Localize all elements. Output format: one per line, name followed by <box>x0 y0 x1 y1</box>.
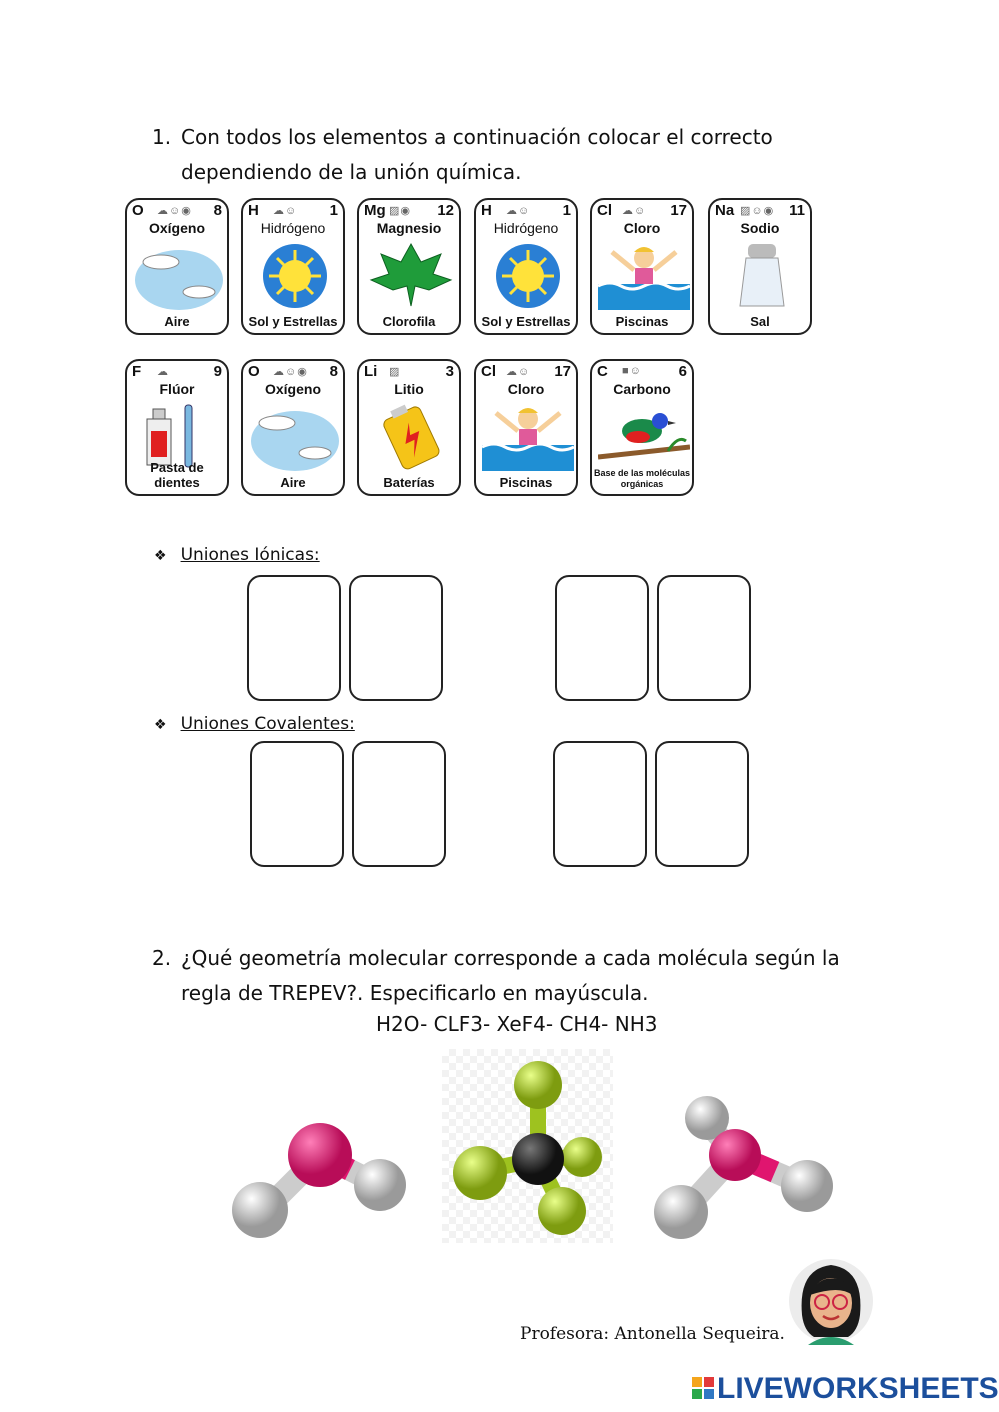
formula-list: H2O- CLF3- XeF4- CH4- NH3 <box>376 1012 658 1036</box>
element-card[interactable] <box>590 198 694 335</box>
element-name: Magnesio <box>376 220 442 236</box>
card-icons: ☁☺ <box>506 366 531 378</box>
card-icons: ☁☺ <box>273 205 298 217</box>
card-icons: ■☺ <box>622 365 642 377</box>
element-symbol: Cl <box>481 363 496 380</box>
element-card[interactable] <box>125 359 229 496</box>
drop-box[interactable] <box>655 741 749 867</box>
element-name: Oxígeno <box>264 381 321 397</box>
element-card[interactable] <box>357 359 461 496</box>
atomic-number: 12 <box>437 202 454 219</box>
card-illustration <box>249 240 337 310</box>
card-illustration <box>598 240 686 310</box>
element-card[interactable] <box>241 359 345 496</box>
bent-molecule-image <box>645 1090 845 1240</box>
element-symbol: H <box>248 202 259 219</box>
element-symbol: C <box>597 363 608 380</box>
drop-box[interactable] <box>247 575 341 701</box>
atomic-number: 17 <box>670 202 687 219</box>
atomic-number: 6 <box>678 363 687 380</box>
logo-icon <box>692 1377 714 1399</box>
drop-box[interactable] <box>553 741 647 867</box>
card-illustration <box>482 240 570 310</box>
element-name: Hidrógeno <box>260 220 326 236</box>
atomic-number: 1 <box>329 202 338 219</box>
card-illustration <box>133 240 221 310</box>
covalent-label: Uniones Covalentes: <box>180 714 355 734</box>
element-use: Baterías <box>383 475 435 490</box>
element-name: Flúor <box>159 381 195 397</box>
element-name: Hidrógeno <box>493 220 559 236</box>
atomic-number: 9 <box>213 363 222 380</box>
card-illustration <box>365 401 453 471</box>
element-card[interactable] <box>125 198 229 335</box>
card-icons: ☁☺ <box>622 205 647 217</box>
bullet-icon: ❖ <box>154 717 167 733</box>
drop-box[interactable] <box>250 741 344 867</box>
element-use: Pasta de dientes <box>150 460 204 490</box>
covalent-heading <box>154 714 355 734</box>
card-icons: ▨◉ <box>389 205 411 217</box>
drop-box[interactable] <box>555 575 649 701</box>
atomic-number: 8 <box>329 363 338 380</box>
bent-molecule-image <box>220 1110 420 1240</box>
card-illustration <box>249 401 337 471</box>
element-card[interactable] <box>708 198 812 335</box>
atomic-number: 3 <box>445 363 454 380</box>
card-icons: ☁☺ <box>506 205 531 217</box>
card-illustration <box>716 240 804 310</box>
element-use: Sol y Estrellas <box>481 314 571 329</box>
element-card[interactable] <box>357 198 461 335</box>
atomic-number: 17 <box>554 363 571 380</box>
teacher-signature: Profesora: Antonella Sequeira. <box>520 1324 785 1344</box>
drop-box[interactable] <box>657 575 751 701</box>
element-symbol: Mg <box>364 202 386 219</box>
drop-box[interactable] <box>349 575 443 701</box>
card-icons: ▨☺◉ <box>740 205 775 217</box>
element-symbol: O <box>248 363 260 380</box>
card-illustration <box>598 401 686 471</box>
card-icons: ☁☺◉ <box>157 205 192 217</box>
element-use: Clorofila <box>382 314 436 329</box>
card-icons: ☁ <box>157 366 169 378</box>
element-name: Oxígeno <box>148 220 205 236</box>
element-use: Aire <box>164 314 190 329</box>
question-text: ¿Qué geometría molecular corresponde a cada molécula según la regla de TREPEV?. Especificarlo en mayúscula. <box>181 946 840 1005</box>
tetrahedral-molecule-image <box>442 1049 613 1243</box>
drop-box[interactable] <box>352 741 446 867</box>
element-use: Piscinas <box>499 475 553 490</box>
element-use: Sal <box>750 314 770 329</box>
card-icons: ▨ <box>389 366 401 378</box>
question-number: 2. <box>152 946 172 970</box>
teacher-avatar-image <box>788 1255 874 1347</box>
element-use: Base de las moléculas orgánicas <box>593 468 691 489</box>
atomic-number: 11 <box>789 202 805 219</box>
atomic-number: 8 <box>213 202 222 219</box>
element-card[interactable] <box>474 198 578 335</box>
element-use: Aire <box>280 475 306 490</box>
element-name: Litio <box>394 381 424 397</box>
element-card[interactable] <box>241 198 345 335</box>
element-card[interactable] <box>590 359 694 496</box>
ionic-heading <box>154 545 320 565</box>
card-illustration <box>365 240 453 310</box>
element-card[interactable] <box>474 359 578 496</box>
element-use: Sol y Estrellas <box>248 314 338 329</box>
element-symbol: H <box>481 202 492 219</box>
question-text: Con todos los elementos a continuación colocar el correcto dependiendo de la unión química. <box>181 125 773 184</box>
card-illustration <box>482 401 570 471</box>
ionic-label: Uniones Iónicas: <box>180 545 320 565</box>
card-icons: ☁☺◉ <box>273 366 308 378</box>
element-symbol: Na <box>715 202 735 219</box>
element-symbol: F <box>132 363 142 380</box>
element-symbol: Cl <box>597 202 612 219</box>
element-symbol: Li <box>364 363 378 380</box>
bullet-icon: ❖ <box>154 548 167 564</box>
question-number: 1. <box>152 125 172 149</box>
element-name: Sodio <box>740 220 780 236</box>
element-name: Cloro <box>507 381 545 397</box>
element-symbol: O <box>132 202 144 219</box>
element-name: Carbono <box>613 381 671 397</box>
liveworksheets-logo[interactable] <box>692 1372 999 1406</box>
element-name: Cloro <box>623 220 661 236</box>
logo-text: LIVEWORKSHEETS <box>717 1372 999 1405</box>
atomic-number: 1 <box>562 202 571 219</box>
element-use: Piscinas <box>615 314 669 329</box>
